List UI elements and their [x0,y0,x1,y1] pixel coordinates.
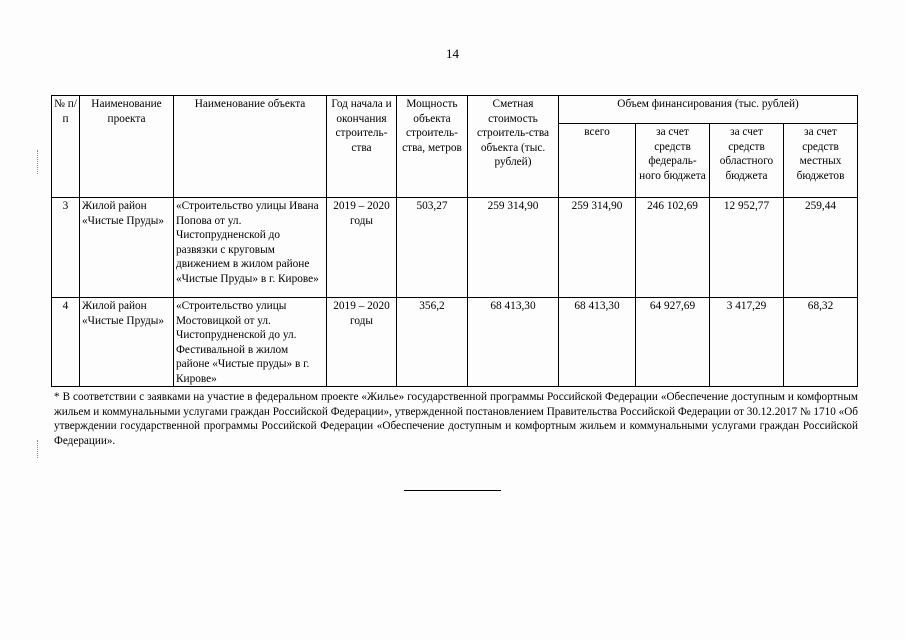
cell-capacity: 503,27 [397,198,468,298]
header-local: за счет средств местных бюджетов [784,124,858,198]
cell-cost: 259 314,90 [468,198,559,298]
cell-regional: 3 417,29 [710,298,784,387]
cell-local: 259,44 [784,198,858,298]
cell-object: «Строительство улицы Ивана Попова от ул. Чистопрудненской до развязки с круговым движением в жилом районе «Чистые Пруды» в г. Кирове» [174,198,327,298]
cell-federal: 64 927,69 [636,298,710,387]
cell-capacity: 356,2 [397,298,468,387]
header-years: Год начала и окончания строитель-ства [327,96,397,198]
header-funding-group: Объем финансирования (тыс. рублей) [559,96,858,124]
page-number: 14 [446,46,459,61]
cell-object: «Строительство улицы Мостовицкой от ул. Чистопрудненской до ул. Фестивальной в жилом районе «Чистые пруды» в г. Кирове» [174,298,327,387]
header-federal: за счет средств федераль-ного бюджета [636,124,710,198]
cell-local: 68,32 [784,298,858,387]
cell-num: 3 [52,198,80,298]
header-cost: Сметная стоимость строитель-ства объекта (тыс. рублей) [468,96,559,198]
cell-regional: 12 952,77 [710,198,784,298]
header-total: всего [559,124,636,198]
cell-project: Жилой район «Чистые Пруды» [80,198,174,298]
header-num: № п/п [52,96,80,198]
cell-num: 4 [52,298,80,387]
scan-margin-mark [37,150,38,174]
cell-federal: 246 102,69 [636,198,710,298]
cell-total: 68 413,30 [559,298,636,387]
table-row [52,198,858,298]
cell-project: Жилой район «Чистые Пруды» [80,298,174,387]
table-row [52,298,858,387]
header-capacity: Мощность объекта строитель-ства, метров [397,96,468,198]
cell-cost: 68 413,30 [468,298,559,387]
header-object: Наименование объекта [174,96,327,198]
scan-margin-mark [37,440,38,458]
header-regional: за счет средств областного бюджета [710,124,784,198]
cell-years: 2019 – 2020 годы [327,198,397,298]
cell-total: 259 314,90 [559,198,636,298]
header-row-1 [52,96,858,124]
closing-rule [404,490,501,491]
cell-years: 2019 – 2020 годы [327,298,397,387]
footnote: * В соответствии с заявками на участие в федеральном проекте «Жилье» государственной программы Российской Федерации «Обеспечение доступным и комфортным жильем и коммунальными услугами граждан Российской Федерации», утвержденной постановлением Правительства Российской Федерации от 30.12.2017 № 1710 «Об утверждении государственной программы Российской Федерации «Обеспечение доступным и комфортным жильем и коммунальными услугами граждан Российской Федерации». [54,391,858,447]
header-project: Наименование проекта [80,96,174,198]
funding-table [51,95,858,387]
